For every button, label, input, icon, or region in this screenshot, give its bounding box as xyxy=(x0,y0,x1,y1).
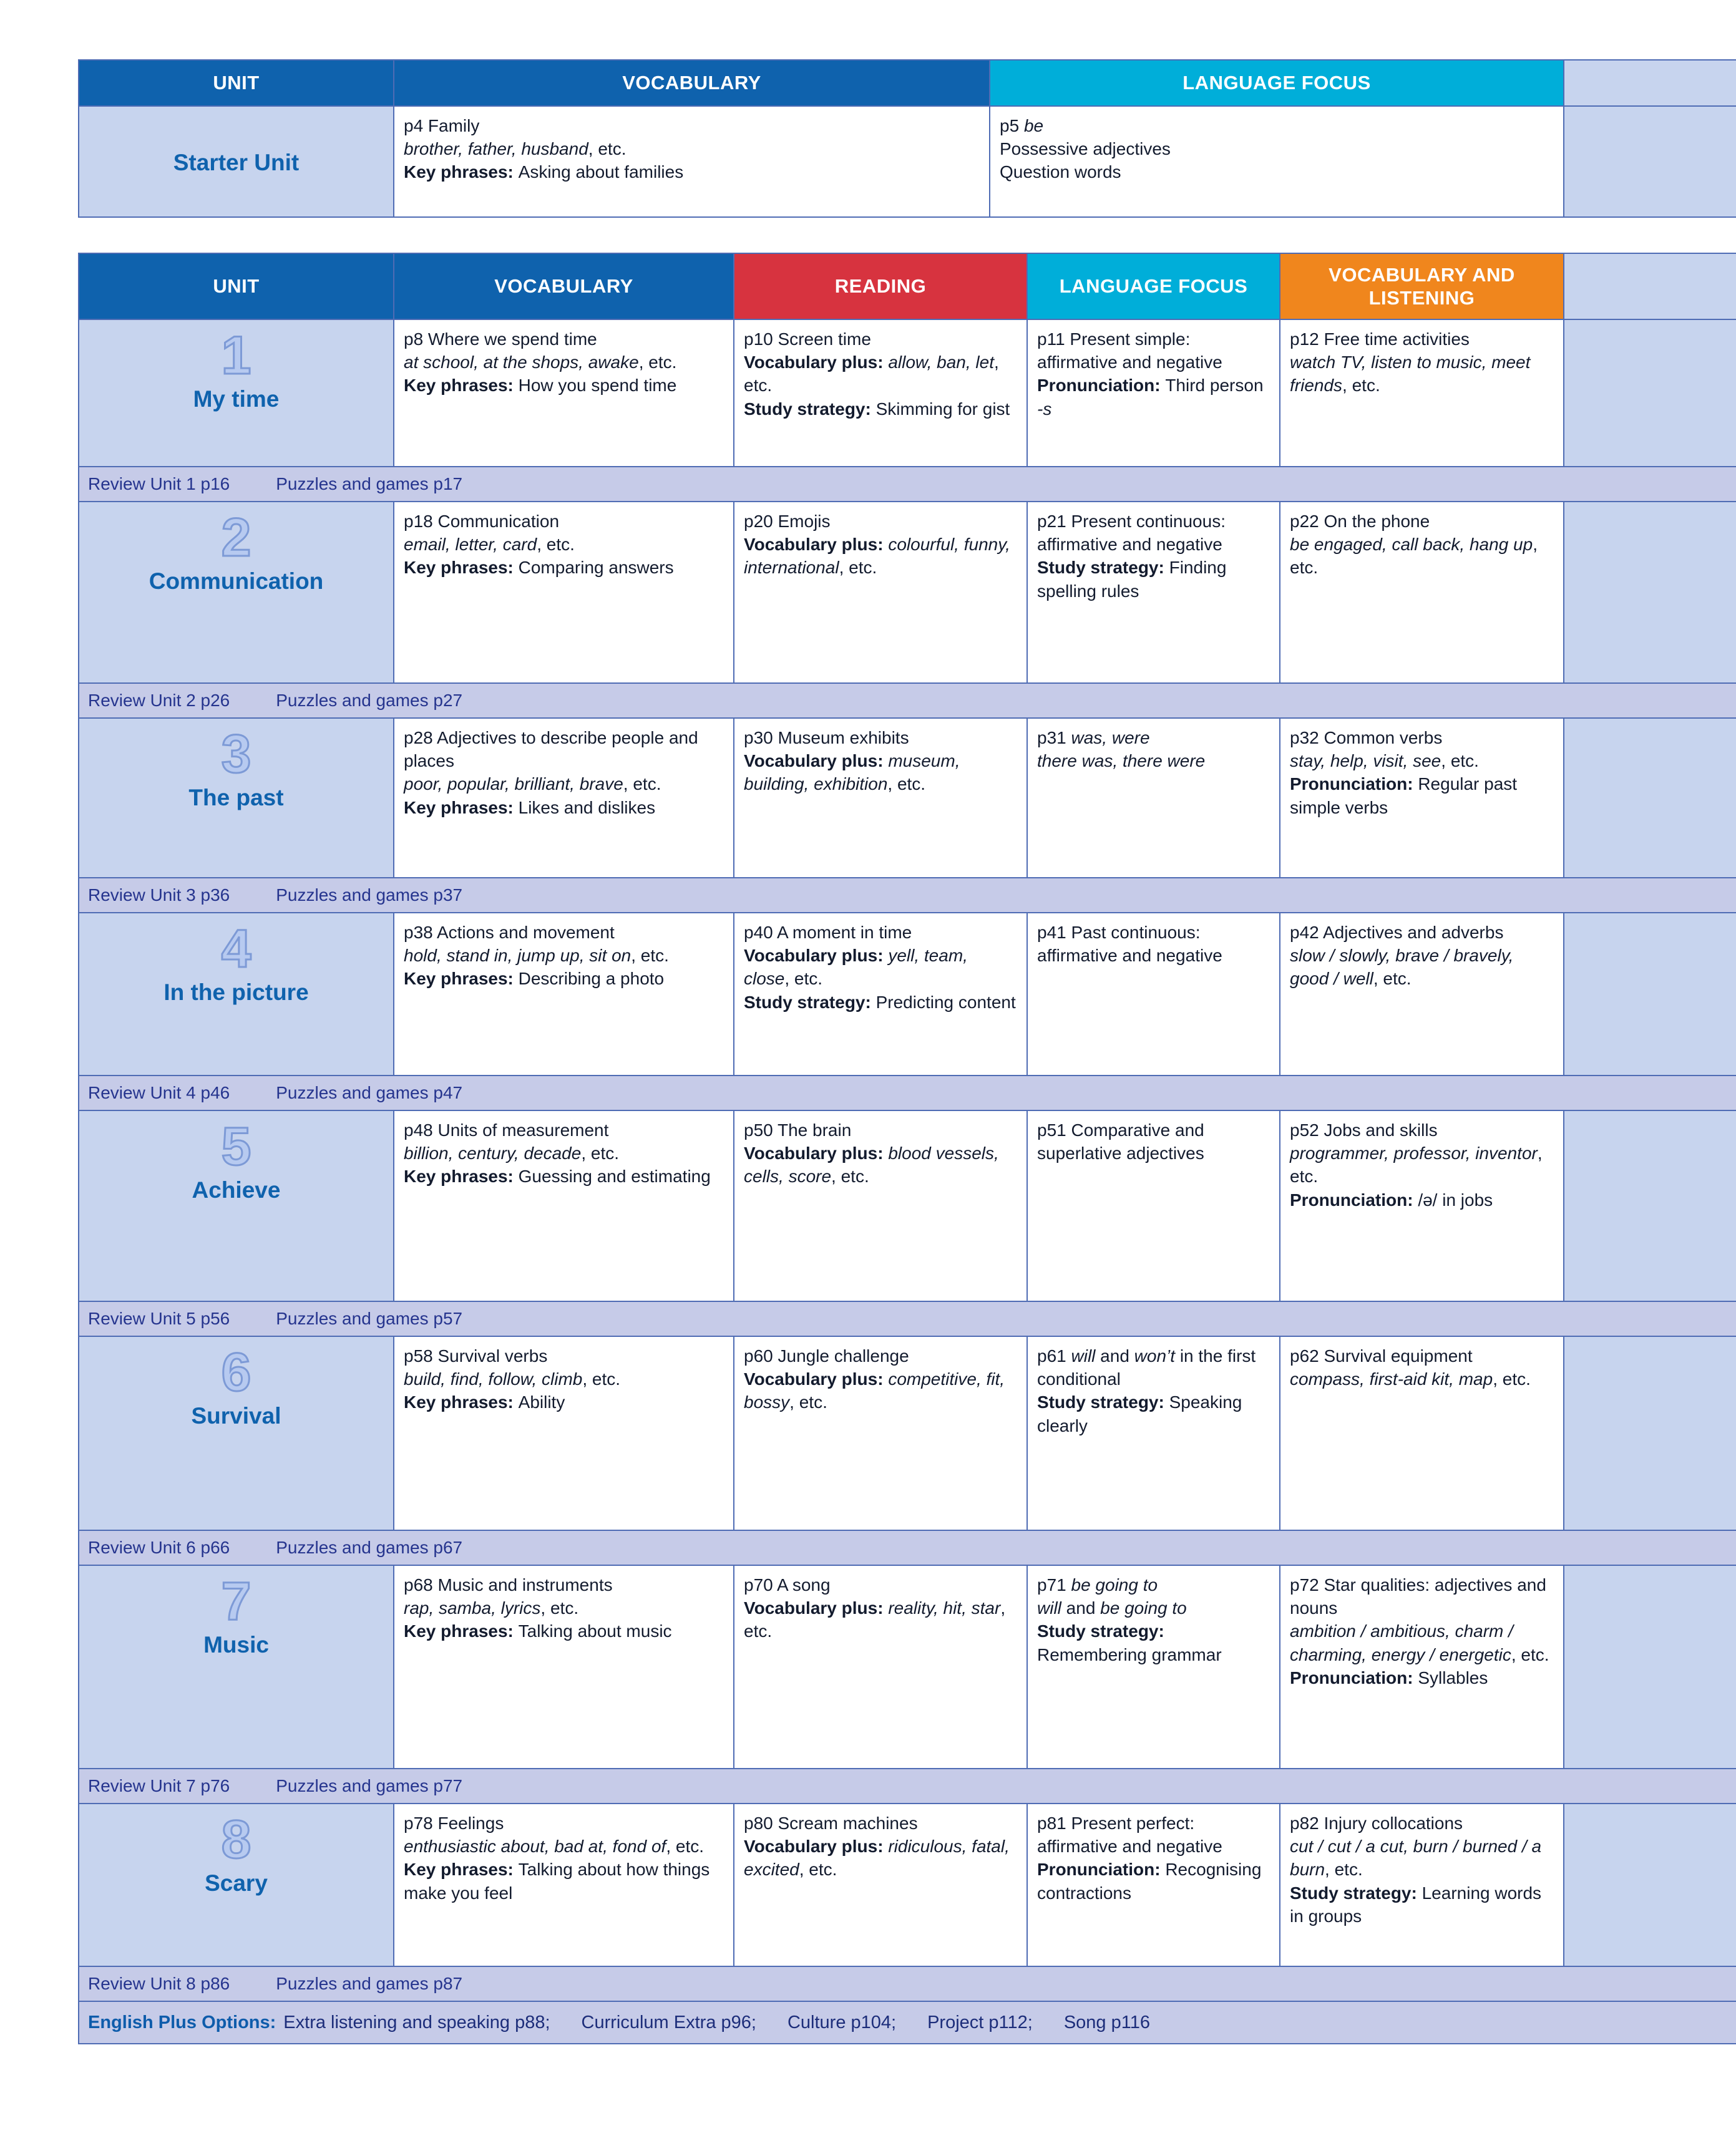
column-header-vocabulary-listening: VOCABULARY AND LISTENING xyxy=(1280,253,1564,319)
unit-title: The past xyxy=(188,784,284,810)
column-header-language-focus: LANGUAGE FOCUS xyxy=(990,60,1564,106)
unit-title: Achieve xyxy=(192,1177,281,1203)
starter-unit-row xyxy=(79,106,1736,217)
reading-cell: p80 Scream machines Vocabulary plus: ridiculous, fatal, excited, etc. xyxy=(734,1804,1027,1966)
unit-row-5 xyxy=(79,1110,1736,1301)
review-unit-link: Review Unit 4 p46 xyxy=(88,1083,230,1102)
unit-row-3 xyxy=(79,718,1736,878)
unit-row-1 xyxy=(79,319,1736,467)
starter-header-row xyxy=(79,60,1736,106)
review-bar xyxy=(79,878,1736,913)
unit-cell xyxy=(79,1110,394,1301)
vocabulary-listening-cell: p62 Survival equipment compass, first-aid kit, map, etc. xyxy=(1280,1336,1564,1530)
unit-cell xyxy=(79,1804,394,1966)
unit-row-4 xyxy=(79,913,1736,1076)
unit-number: 2 xyxy=(221,508,251,568)
review-bar xyxy=(79,1769,1736,1804)
empty-strip xyxy=(1564,1336,1736,1530)
vocabulary-cell: p58 Survival verbs build, find, follow, climb, etc. Key phrases: Ability xyxy=(394,1336,734,1530)
empty-strip-header xyxy=(1564,253,1736,319)
unit-number: 1 xyxy=(221,326,251,386)
review-bar xyxy=(79,683,1736,718)
unit-title: Survival xyxy=(191,1402,281,1429)
review-row-4 xyxy=(79,1076,1736,1110)
language-focus-cell: p81 Present perfect: affirmative and negative Pronunciation: Recognising contractions xyxy=(1027,1804,1280,1966)
language-focus-cell: p61 will and won’t in the first conditional Study strategy: Speaking clearly xyxy=(1027,1336,1280,1530)
column-header-unit: UNIT xyxy=(79,60,394,106)
column-header-language-focus: LANGUAGE FOCUS xyxy=(1027,253,1280,319)
unit-cell xyxy=(79,718,394,878)
vocabulary-cell: p18 Communication email, letter, card, etc. Key phrases: Comparing answers xyxy=(394,502,734,683)
starter-table xyxy=(78,59,1736,218)
language-focus-cell: p51 Comparative and superlative adjectives xyxy=(1027,1110,1280,1301)
unit-cell xyxy=(79,319,394,467)
review-bar xyxy=(79,1966,1736,2001)
language-focus-cell: p41 Past continuous: affirmative and negative xyxy=(1027,913,1280,1076)
options-bar xyxy=(79,2001,1736,2044)
empty-strip-header xyxy=(1564,60,1736,106)
review-row-5 xyxy=(79,1301,1736,1336)
language-focus-cell: p5 be Possessive adjectives Question words xyxy=(990,106,1564,217)
review-unit-link: Review Unit 3 p36 xyxy=(88,885,230,905)
vocabulary-cell: p28 Adjectives to describe people and places poor, popular, brilliant, brave, etc. Key phrases: Likes and dislikes xyxy=(394,718,734,878)
review-unit-link: Review Unit 8 p86 xyxy=(88,1974,230,1993)
unit-number: 6 xyxy=(221,1343,251,1402)
vocabulary-cell: p4 Family brother, father, husband, etc. Key phrases: Asking about families xyxy=(394,106,990,217)
unit-title: My time xyxy=(193,386,280,412)
unit-title: Starter Unit xyxy=(173,150,300,175)
reading-cell: p60 Jungle challenge Vocabulary plus: competitive, fit, bossy, etc. xyxy=(734,1336,1027,1530)
unit-row-8 xyxy=(79,1804,1736,1966)
table-gap xyxy=(78,218,1736,253)
reading-cell: p70 A song Vocabulary plus: reality, hit, star, etc. xyxy=(734,1565,1027,1769)
language-focus-cell: p21 Present continuous: affirmative and negative Study strategy: Finding spelling rules xyxy=(1027,502,1280,683)
vocabulary-cell: p68 Music and instruments rap, samba, lyrics, etc. Key phrases: Talking about music xyxy=(394,1565,734,1769)
unit-number: 3 xyxy=(221,724,251,784)
puzzles-games-link: Puzzles and games p37 xyxy=(276,885,463,905)
unit-number: 5 xyxy=(221,1117,251,1177)
empty-strip xyxy=(1564,1110,1736,1301)
vocabulary-cell: p48 Units of measurement billion, century, decade, etc. Key phrases: Guessing and estimating xyxy=(394,1110,734,1301)
empty-strip xyxy=(1564,319,1736,467)
language-focus-cell: p31 was, were there was, there were xyxy=(1027,718,1280,878)
review-unit-link: Review Unit 7 p76 xyxy=(88,1776,230,1795)
starter-unit-cell xyxy=(79,106,394,217)
puzzles-games-link: Puzzles and games p17 xyxy=(276,474,463,493)
reading-cell: p50 The brain Vocabulary plus: blood vessels, cells, score, etc. xyxy=(734,1110,1027,1301)
empty-strip xyxy=(1564,718,1736,878)
review-bar xyxy=(79,1530,1736,1565)
unit-row-7 xyxy=(79,1565,1736,1769)
vocabulary-cell: p8 Where we spend time at school, at the shops, awake, etc. Key phrases: How you spend time xyxy=(394,319,734,467)
vocabulary-listening-cell: p52 Jobs and skills programmer, professor, inventor, etc. Pronunciation: /ə/ in jobs xyxy=(1280,1110,1564,1301)
puzzles-games-link: Puzzles and games p87 xyxy=(276,1974,463,1993)
language-focus-cell: p71 be going to will and be going to Study strategy: Remembering grammar xyxy=(1027,1565,1280,1769)
unit-number: 7 xyxy=(221,1571,251,1631)
puzzles-games-link: Puzzles and games p57 xyxy=(276,1309,463,1328)
empty-strip xyxy=(1564,1804,1736,1966)
review-row-8 xyxy=(79,1966,1736,2001)
reading-cell: p30 Museum exhibits Vocabulary plus: museum, building, exhibition, etc. xyxy=(734,718,1027,878)
empty-strip xyxy=(1564,502,1736,683)
review-bar xyxy=(79,1301,1736,1336)
vocabulary-listening-cell: p82 Injury collocations cut / cut / a cut, burn / burned / a burn, etc. Study strategy: Learning words in groups xyxy=(1280,1804,1564,1966)
main-header-row xyxy=(79,253,1736,319)
review-bar xyxy=(79,467,1736,502)
options-row xyxy=(79,2001,1736,2044)
column-header-reading: READING xyxy=(734,253,1027,319)
unit-title: In the picture xyxy=(163,979,309,1005)
vocabulary-cell: p78 Feelings enthusiastic about, bad at, fond of, etc. Key phrases: Talking about how things make you feel xyxy=(394,1804,734,1966)
puzzles-games-link: Puzzles and games p47 xyxy=(276,1083,463,1102)
review-row-1 xyxy=(79,467,1736,502)
review-row-3 xyxy=(79,878,1736,913)
vocabulary-listening-cell: p12 Free time activities watch TV, listen to music, meet friends, etc. xyxy=(1280,319,1564,467)
option-extra-listening: Extra listening and speaking p88; xyxy=(283,2012,550,2032)
language-focus-cell: p11 Present simple: affirmative and negative Pronunciation: Third person -s xyxy=(1027,319,1280,467)
review-row-7 xyxy=(79,1769,1736,1804)
unit-title: Scary xyxy=(205,1870,268,1896)
unit-number: 4 xyxy=(221,919,251,979)
option-culture: Culture p104; xyxy=(787,2012,897,2032)
unit-number: 8 xyxy=(221,1810,251,1870)
vocabulary-listening-cell: p32 Common verbs stay, help, visit, see, etc. Pronunciation: Regular past simple verbs xyxy=(1280,718,1564,878)
vocabulary-listening-cell: p42 Adjectives and adverbs slow / slowly, brave / bravely, good / well, etc. xyxy=(1280,913,1564,1076)
puzzles-games-link: Puzzles and games p77 xyxy=(276,1776,463,1795)
unit-cell xyxy=(79,1565,394,1769)
column-header-vocabulary: VOCABULARY xyxy=(394,253,734,319)
unit-cell xyxy=(79,502,394,683)
puzzles-games-link: Puzzles and games p27 xyxy=(276,691,463,710)
review-bar xyxy=(79,1076,1736,1110)
column-header-vocabulary: VOCABULARY xyxy=(394,60,990,106)
empty-strip xyxy=(1564,106,1736,217)
review-unit-link: Review Unit 5 p56 xyxy=(88,1309,230,1328)
unit-row-6 xyxy=(79,1336,1736,1530)
vocabulary-listening-cell: p72 Star qualities: adjectives and nouns ambition / ambitious, charm / charming, energy / energetic, etc. Pronunciation: Syllables xyxy=(1280,1565,1564,1769)
empty-strip xyxy=(1564,1565,1736,1769)
reading-cell: p20 Emojis Vocabulary plus: colourful, funny, international, etc. xyxy=(734,502,1027,683)
unit-title: Communication xyxy=(149,568,324,594)
review-unit-link: Review Unit 1 p16 xyxy=(88,474,230,493)
reading-cell: p40 A moment in time Vocabulary plus: yell, team, close, etc. Study strategy: Predicting content xyxy=(734,913,1027,1076)
review-row-2 xyxy=(79,683,1736,718)
review-unit-link: Review Unit 2 p26 xyxy=(88,691,230,710)
vocabulary-cell: p38 Actions and movement hold, stand in, jump up, sit on, etc. Key phrases: Describing a photo xyxy=(394,913,734,1076)
puzzles-games-link: Puzzles and games p67 xyxy=(276,1538,463,1557)
unit-title: Music xyxy=(203,1631,269,1658)
unit-cell xyxy=(79,913,394,1076)
reading-cell: p10 Screen time Vocabulary plus: allow, ban, let, etc. Study strategy: Skimming for gist xyxy=(734,319,1027,467)
option-curriculum-extra: Curriculum Extra p96; xyxy=(581,2012,756,2032)
unit-row-2 xyxy=(79,502,1736,683)
option-song: Song p116 xyxy=(1063,2012,1150,2032)
review-unit-link: Review Unit 6 p66 xyxy=(88,1538,230,1557)
options-label: English Plus Options: xyxy=(88,2012,276,2032)
column-header-unit: UNIT xyxy=(79,253,394,319)
main-table xyxy=(78,253,1736,2044)
option-project: Project p112; xyxy=(927,2012,1033,2032)
unit-cell xyxy=(79,1336,394,1530)
vocabulary-listening-cell: p22 On the phone be engaged, call back, hang up, etc. xyxy=(1280,502,1564,683)
empty-strip xyxy=(1564,913,1736,1076)
review-row-6 xyxy=(79,1530,1736,1565)
